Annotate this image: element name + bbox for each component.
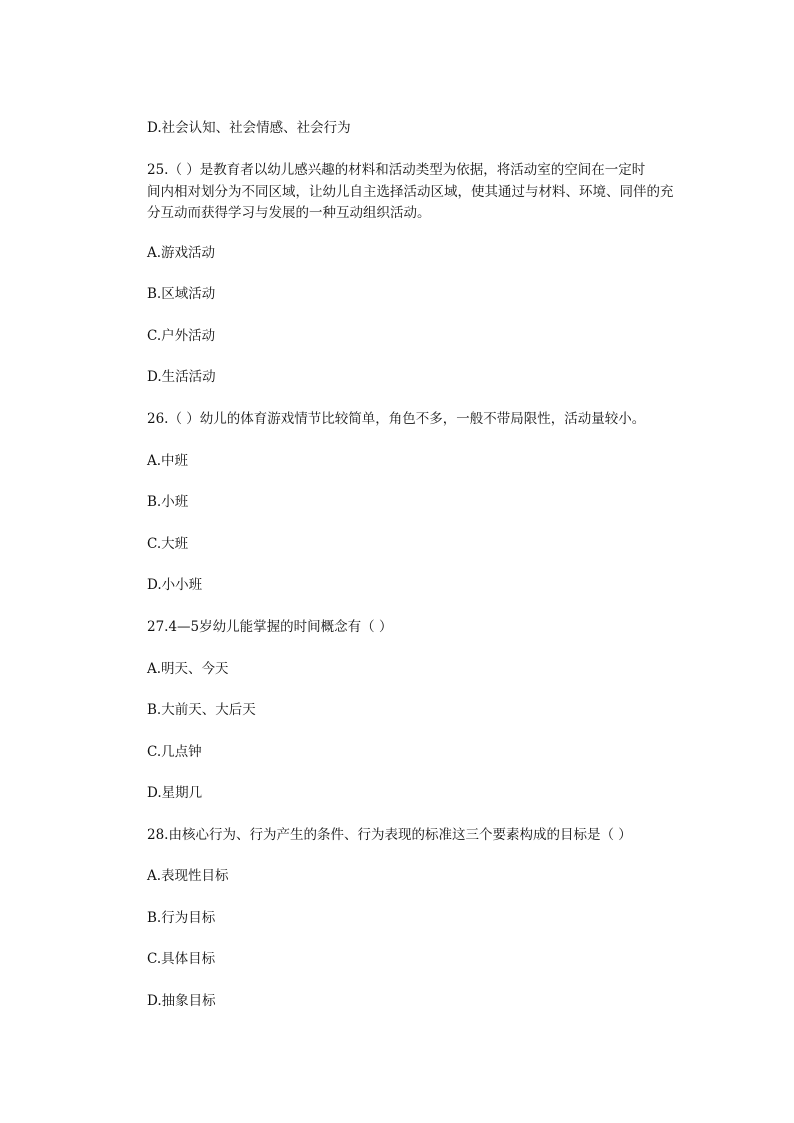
question-27: 27.4—5岁幼儿能掌握的时间概念有（ ） xyxy=(147,619,393,635)
option-a-q27: A.明天、今天 xyxy=(147,661,229,677)
option-a-q26: A.中班 xyxy=(147,453,189,469)
question-25-line-1: 25.（ ）是教育者以幼儿感兴趣的材料和活动类型为依据，将活动室的空间在一定时 xyxy=(147,162,646,178)
option-d-q26: D.小小班 xyxy=(147,577,203,593)
question-25 xyxy=(147,160,677,225)
option-b-q28: B.行为目标 xyxy=(147,910,216,926)
question-26: 26.（ ）幼儿的体育游戏情节比较简单，角色不多，一般不带局限性，活动量较小。 xyxy=(147,411,646,427)
option-c-q27: C.几点钟 xyxy=(147,744,202,760)
question-25-line-3: 分互动而获得学习与发展的一种互动组织活动。 xyxy=(147,205,431,221)
question-25-line-2: 间内相对划分为不同区域，让幼儿自主选择活动区域，使其通过与材料、环境、同伴的充 xyxy=(147,183,674,200)
option-b-q26: B.小班 xyxy=(147,494,189,510)
option-c-q26: C.大班 xyxy=(147,536,189,552)
option-a-q28: A.表现性目标 xyxy=(147,868,229,884)
option-c-q28: C.具体目标 xyxy=(147,951,216,967)
option-b-q25: B.区域活动 xyxy=(147,286,216,302)
option-a-q25: A.游戏活动 xyxy=(147,245,216,261)
question-28: 28.由核心行为、行为产生的条件、行为表现的标准这三个要素构成的目标是（ ） xyxy=(147,827,632,843)
option-d-q24: D.社会认知、社会情感、社会行为 xyxy=(147,120,351,136)
option-b-q27: B.大前天、大后天 xyxy=(147,702,256,718)
option-d-q25: D.生活活动 xyxy=(147,369,216,385)
option-d-q28: D.抽象目标 xyxy=(147,993,216,1009)
option-c-q25: C.户外活动 xyxy=(147,328,216,344)
option-d-q27: D.星期几 xyxy=(147,785,203,801)
